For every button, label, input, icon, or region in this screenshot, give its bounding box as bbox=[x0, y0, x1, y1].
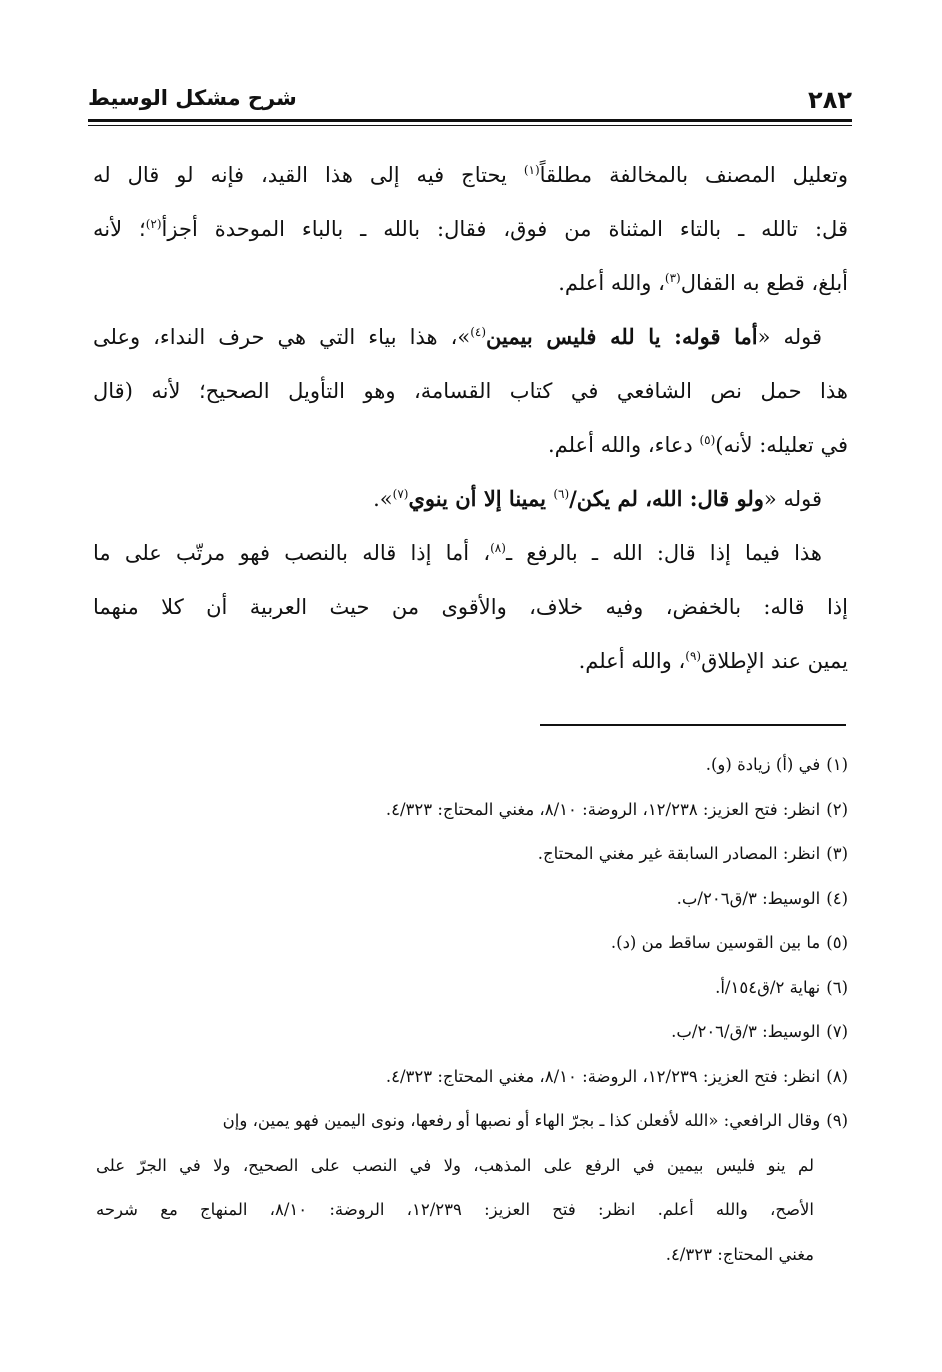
footnote-text: وقال الرافعي: «الله لأفعلن كذا ـ بجرّ الهاء أو نصبها أو رفعها، ونوى اليمين فهو يمين، وإن bbox=[222, 1111, 821, 1130]
footnote-separator bbox=[540, 724, 846, 726]
quoted-text: ولو قال: الله، لم يكن/ bbox=[569, 486, 764, 511]
footnote bbox=[96, 790, 848, 835]
text-line bbox=[93, 418, 848, 472]
text-span: يمين عند الإطلاق bbox=[701, 649, 848, 673]
footnote-ref: (٢) bbox=[145, 217, 162, 231]
footnote-text: انظر: فتح العزيز: ١٢/٢٣٨، الروضة: ٨/١٠، مغني المحتاج: ٤/٣٢٣. bbox=[385, 799, 821, 819]
text-line bbox=[93, 202, 848, 256]
footnote-ref: (٨) bbox=[490, 541, 506, 555]
text-span: إذا قاله: بالخفض، وفيه خلاف، والأقوى من حيث العربية أن كلا منهما bbox=[93, 595, 848, 619]
text-span: ؛ لأنه bbox=[93, 217, 146, 241]
text-span: هذا حمل نص الشافعي في كتاب القسامة، وهو التأويل الصحيح؛ لأنه (قال bbox=[93, 379, 848, 403]
footnote-ref: (٥) bbox=[699, 433, 716, 447]
text-span: ، والله أعلم. bbox=[578, 649, 686, 673]
footnotes bbox=[96, 745, 848, 1279]
page-number: ٢٨٢ bbox=[808, 86, 852, 114]
footnote-number: (١) bbox=[826, 755, 848, 774]
footnote bbox=[96, 745, 848, 790]
footnote bbox=[96, 923, 848, 968]
footnote-number: (٦) bbox=[826, 977, 848, 997]
footnote-text: انظر: المصادر السابقة غير مغني المحتاج. bbox=[537, 844, 821, 863]
text-line bbox=[93, 256, 848, 310]
footnote-text: الوسيط: ٣/ق/٢٠٦/ب. bbox=[671, 1022, 821, 1041]
footnote-ref: (٦) bbox=[553, 487, 570, 501]
footnote-ref: (٤) bbox=[470, 325, 487, 339]
footnote-number: (٣) bbox=[826, 844, 848, 863]
footnote bbox=[96, 968, 848, 1013]
text-span: يحتاج فيه إلى هذا القيد، فإنه لو قال له bbox=[93, 163, 524, 187]
quoted-text: أما قوله: يا لله فليس بيمين bbox=[486, 324, 758, 349]
footnote-continuation: الأصح، والله أعلم. انظر: فتح العزيز: ١٢/٢٣٩، الروضة: ٨/١٠، المنهاج مع شرحه bbox=[96, 1200, 814, 1219]
text-span: قوله « bbox=[763, 487, 822, 511]
footnote-number: (٥) bbox=[826, 933, 848, 952]
footnote-text: نهاية ٢/ق١٥٤/أ. bbox=[715, 977, 821, 997]
header-rule-thick bbox=[88, 119, 852, 122]
footnote-text: الوسيط: ٣/ق٢٠٦/ب. bbox=[676, 888, 821, 908]
text-line bbox=[93, 364, 848, 418]
text-line bbox=[93, 148, 848, 202]
text-span: قل: تالله ـ بالتاء المثناة من فوق، فقال: بالله ـ بالباء الموحدة أجزأ bbox=[161, 217, 848, 241]
text-span: ». bbox=[373, 487, 393, 511]
text-line bbox=[93, 310, 848, 364]
text-span: »، هذا بياء التي هي حرف النداء، وعلى bbox=[93, 325, 471, 349]
text-span: وتعليل المصنف بالمخالفة مطلقاً bbox=[539, 163, 848, 187]
footnote-continuation: لم ينو فليس بيمين في الرفع على المذهب، ولا في النصب على الصحيح، ولا في الجرّ على bbox=[96, 1155, 814, 1175]
text-span: دعاء، والله أعلم. bbox=[547, 433, 700, 457]
text-span: هذا فيما إذا قال: الله ـ بالرفع ـ bbox=[505, 541, 823, 565]
footnote-text: في (أ) زيادة (و). bbox=[705, 755, 821, 774]
page-header bbox=[88, 82, 852, 122]
footnote bbox=[96, 1057, 848, 1102]
footnote-ref: (٣) bbox=[664, 271, 681, 285]
text-line bbox=[93, 634, 848, 688]
footnote bbox=[96, 879, 848, 924]
text-line bbox=[93, 472, 848, 526]
footnote-number: (٨) bbox=[826, 1066, 848, 1086]
text-line bbox=[93, 580, 848, 634]
footnote-number: (٩) bbox=[826, 1111, 848, 1130]
footnote-text: انظر: فتح العزيز: ١٢/٢٣٩، الروضة: ٨/١٠، مغني المحتاج: ٤/٣٢٣. bbox=[385, 1066, 821, 1086]
running-title: شرح مشكل الوسيط bbox=[88, 86, 297, 110]
footnote-ref: (١) bbox=[523, 163, 540, 177]
footnote-ref: (٧) bbox=[392, 487, 409, 501]
text-span: أبلغ، قطع به القفال bbox=[680, 271, 848, 295]
text-span: ، أما إذا قاله بالنصب فهو مرتّب على ما bbox=[93, 541, 491, 565]
footnote-number: (٧) bbox=[826, 1022, 848, 1041]
footnote-text: ما بين القوسين ساقط من (د). bbox=[610, 933, 821, 952]
footnote-continuation: مغني المحتاج: ٤/٣٢٣. bbox=[665, 1244, 814, 1264]
quoted-text: يمينا إلا أن ينوي bbox=[408, 486, 554, 511]
footnote-number: (٢) bbox=[826, 799, 848, 819]
text-span: ، والله أعلم. bbox=[558, 271, 665, 295]
text-span: في تعليله: لأنه) bbox=[715, 433, 848, 457]
footnote bbox=[96, 1101, 848, 1146]
main-text bbox=[93, 148, 848, 688]
footnote-ref: (٩) bbox=[685, 649, 702, 663]
text-span: قوله « bbox=[757, 325, 823, 349]
text-line bbox=[93, 526, 848, 580]
footnote bbox=[96, 1012, 848, 1057]
header-rule-thin bbox=[88, 125, 852, 126]
footnote-number: (٤) bbox=[826, 888, 848, 908]
footnote bbox=[96, 834, 848, 879]
